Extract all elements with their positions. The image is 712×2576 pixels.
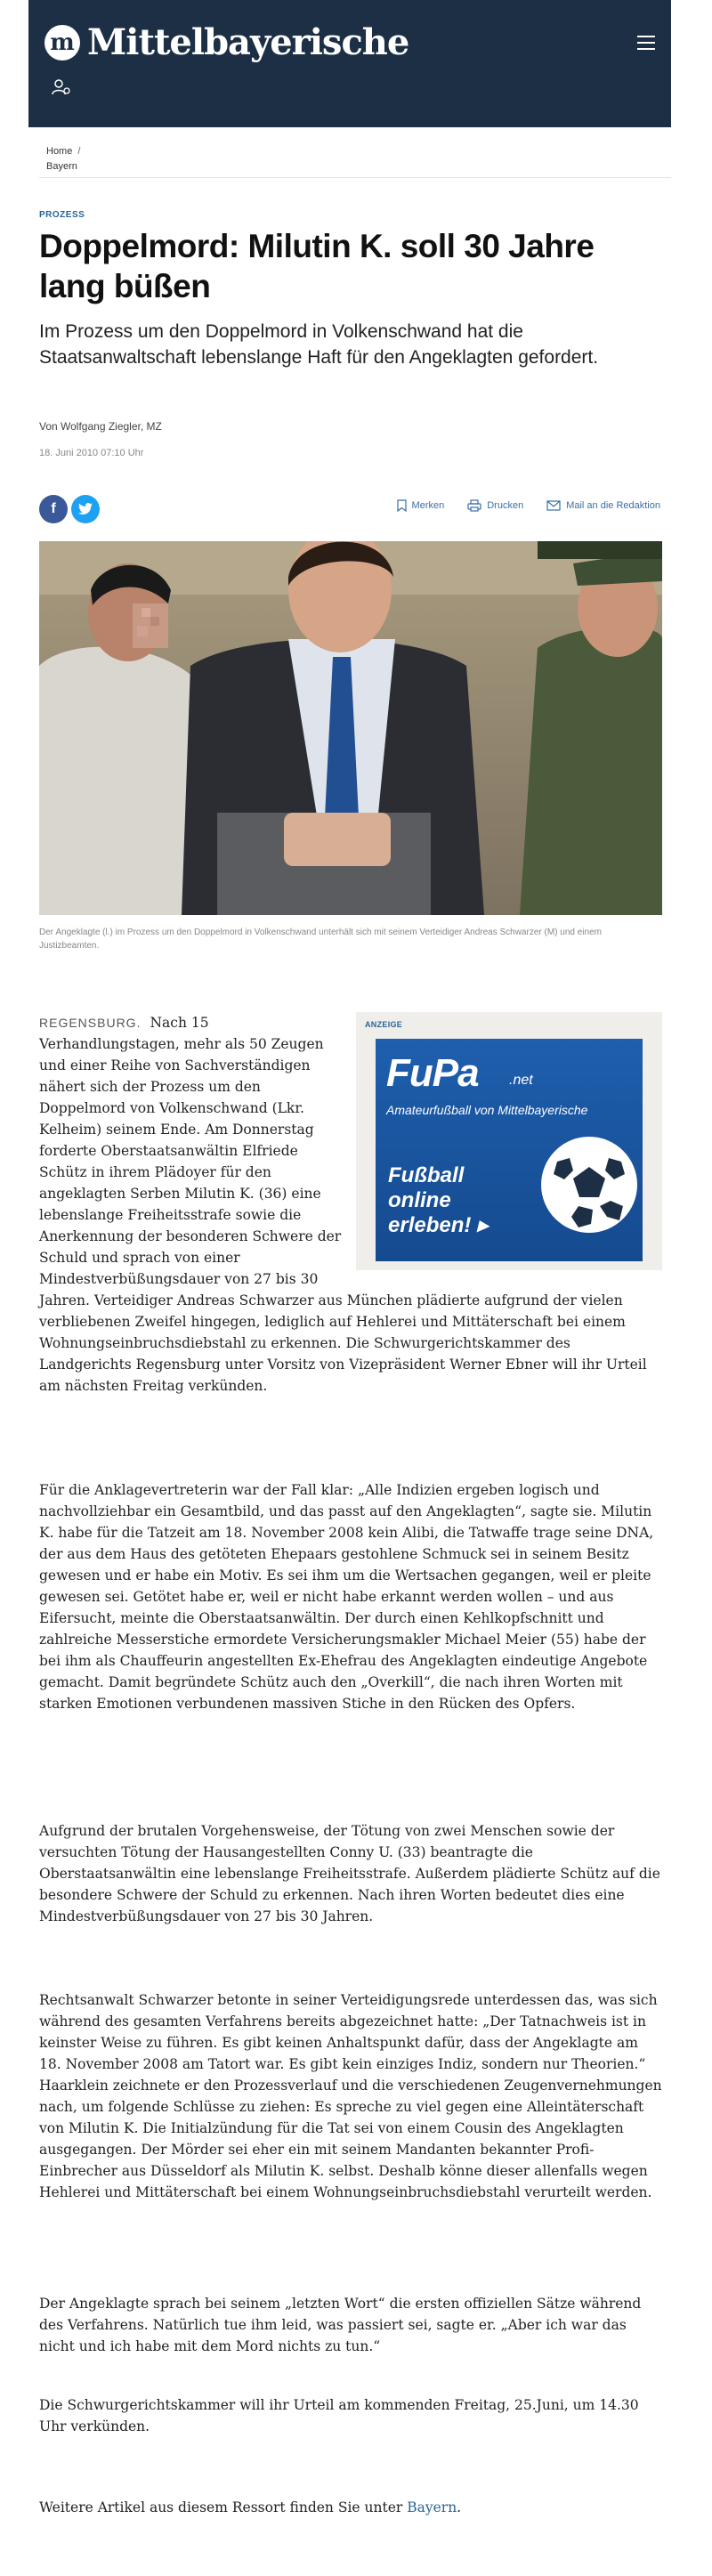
- user-login-icon[interactable]: [52, 78, 71, 96]
- bookmark-label: Merken: [411, 500, 445, 511]
- ad-container: [356, 1012, 662, 1270]
- ad-cta: Fußball online erleben! ▸: [388, 1163, 489, 1237]
- bookmark-button[interactable]: [397, 499, 445, 512]
- article-paragraph-3: Aufgrund der brutalen Vorgehensweise, der Tötung von zwei Menschen sowie der versuchten Tötung der Hausangestellten Conny U. (33) beantragte die Oberstaatsanwältin eine lebenslange Freiheitsstrafe. Außerdem plädierte Schütz auf die besondere Schwere der Schuld zu erkennen. Nach ihren Worten bedeutet dies eine Mindestverbüßungsdauer von 27 bis 30 Jahren.: [39, 1823, 660, 1924]
- ad-label: ANZEIGE: [365, 1020, 403, 1029]
- breadcrumb-separator: /: [77, 146, 81, 157]
- logo-text: Mittelbayerische: [87, 21, 409, 63]
- mail-icon: [546, 500, 561, 511]
- courtroom-photo: [39, 541, 662, 915]
- article-paragraph-6: Die Schwurgerichtskammer will ihr Urteil am kommenden Freitag, 25.Juni, um 14.30 Uhr verkünden.: [39, 2397, 639, 2434]
- site-header: [28, 0, 671, 127]
- paragraph-1-text: Nach 15 Verhandlungstagen, mehr als 50 Zeugen und einer Reihe von Sachverständigen nähert sich der Prozess um den Doppelmord von Volkenschwand (Lkr. Kelheim) seinem Ende. Am Donnerstag forderte Oberstaatsanwältin Elfriede Schütz in ihrem Plädoyer für den angeklagten Serben Milutin K. (36) eine lebenslange Freiheitsstrafe sowie die Anerkennung der besonderen Schwere der Schuld und sprach von einer Mindestverbüßungsdauer von 27 bis 30 Jahren. Verteidiger Andreas Schwarzer aus München plädierte aufgrund der vielen verbliebenen Zweifel hingegen, lediglich auf Hehlerei und Mittäterschaft bei einem Wohnungseinbruchsdiebstahl zu erkennen. Die Schwurgerichtskammer des Landgerichts Regensburg unter Vorsitz von Vizepräsident Werner Ebner will ihr Urteil am nächsten Freitag verkünden.: [39, 1015, 647, 1394]
- divider: [39, 177, 671, 178]
- breadcrumb-section-link[interactable]: Bayern: [46, 161, 77, 172]
- mail-label: Mail an die Redaktion: [566, 500, 660, 511]
- social-share: [39, 495, 100, 523]
- print-button[interactable]: [467, 499, 523, 512]
- ad-subline: Amateurfußball von Mittelbayerische: [386, 1103, 588, 1117]
- article-paragraph-4: Rechtsanwalt Schwarzer betonte in seiner Verteidigungsrede unterdessen das, was sich während des gesamten Verfahrens bereits abgezeichnet hatte: „Der Tatnachweis ist in keinster Weise zu führen. Es gibt keinen Anhaltspunkt dafür, dass der Angeklagte am 18. November 2008 am Tatort war. Es gibt kein einziges Indiz, sondern nur Theorien.“ Haarklein zeichnete er den Prozessverlauf und die verschiedenen Zeugenvernehmungen nach, um folgende Schlüsse zu ziehen: Es spreche zu viel gegen eine Alleintäterschaft von Milutin K. Die Initialzündung für die Tat sei von einem Cousin des Angeklagten ausgegangen. Der Mörder sei eher ein mit seinem Mandanten bekannter Profi-Einbrecher aus Düsseldorf als Milutin K. selbst. Deshalb könne dieser allenfalls wegen Hehlerei und Mittäterschaft bei einem Wohnungseinbruchsdiebstahl verurteilt werden.: [39, 1992, 662, 2200]
- site-logo[interactable]: [44, 20, 409, 66]
- facebook-share-button[interactable]: f: [39, 495, 68, 523]
- article-paragraph-5: Der Angeklagte sprach bei seinem „letzten Wort“ die ersten offiziellen Sätze während des Verfahrens. Natürlich tue ihm leid, was passiert sei, sagte er. „Aber ich war das nicht und ich habe mit dem Mord nichts zu tun.“: [39, 2296, 642, 2354]
- fupa-ad-banner[interactable]: [376, 1039, 643, 1261]
- article-paragraph-2: Für die Anklagevertreterin war der Fall klar: „Alle Indizien ergeben logisch und nachvollziehbar ein Gesamtbild, und das passt auf den Angeklagten“, sagte sie. Milutin K. habe für die Tatzeit am 18. November 2008 kein Alibi, die Tatwaffe trage seine DNA, der aus dem Haus des getöteten Ehepaars gestohlene Schmuck sei in seinem Besitz gewesen und er habe ein Motiv. Es sei ihm um die Wertsachen gegangen, weil er pleite gewesen sei. Getötet habe er, weil er nicht habe erkannt werden wollen – und aus Eifersucht, meinte die Oberstaatsanwältin. Der durch einen Kehlkopfschnitt und zahlreiche Messerstiche ermordete Versicherungsmakler Michael Meier (55) habe der bei ihm als Chauffeurin angestellten Ex-Ehefrau des Angeklagten eindeutige Angebote gemacht. Damit begründete Schütz auch den „Overkill“, die nach ihren Worten mit starken Emotionen verbundenen massiven Stiche in den Rücken des Opfers.: [39, 1482, 654, 1712]
- ad-brand: FuPa: [386, 1051, 479, 1095]
- soccer-ball-icon: [539, 1135, 639, 1235]
- article-kicker: PROZESS: [39, 210, 85, 220]
- article-actions: [397, 499, 660, 512]
- article-headline: Doppelmord: Milutin K. soll 30 Jahre lang büßen: [39, 228, 595, 304]
- article-dateline: REGENSBURG.: [39, 1016, 142, 1030]
- twitter-bird-icon: [78, 503, 93, 515]
- mail-editor-button[interactable]: [546, 499, 660, 512]
- article-image[interactable]: [39, 541, 662, 915]
- ad-brand-suffix: .net: [509, 1073, 533, 1088]
- bookmark-icon: [397, 499, 407, 512]
- article-date: 18. Juni 2010 07:10 Uhr: [39, 448, 144, 458]
- more-articles-link[interactable]: Bayern: [407, 2499, 457, 2515]
- image-caption: Der Angeklagte (l.) im Prozess um den Doppelmord in Volkenschwand unterhält sich mit seinem Verteidiger Andreas Schwarzer (M) und einem Justizbeamten.: [39, 928, 602, 951]
- article-teaser: Im Prozess um den Doppelmord in Volkenschwand hat die Staatsanwaltschaft lebenslange Haft für den Angeklagten gefordert.: [39, 321, 599, 368]
- more-articles-suffix: .: [457, 2499, 462, 2515]
- breadcrumb-home-link[interactable]: Home: [46, 146, 73, 157]
- logo-mark-icon: m: [44, 25, 80, 61]
- hamburger-menu-icon[interactable]: [637, 36, 655, 50]
- more-articles-line: [39, 2499, 662, 2515]
- more-articles-prefix: Weitere Artikel aus diesem Ressort finden Sie unter: [39, 2499, 408, 2515]
- twitter-share-button[interactable]: [71, 495, 100, 523]
- breadcrumb: [46, 144, 80, 174]
- article-author: Von Wolfgang Ziegler, MZ: [39, 420, 162, 433]
- print-label: Drucken: [487, 500, 524, 511]
- printer-icon: [467, 499, 481, 512]
